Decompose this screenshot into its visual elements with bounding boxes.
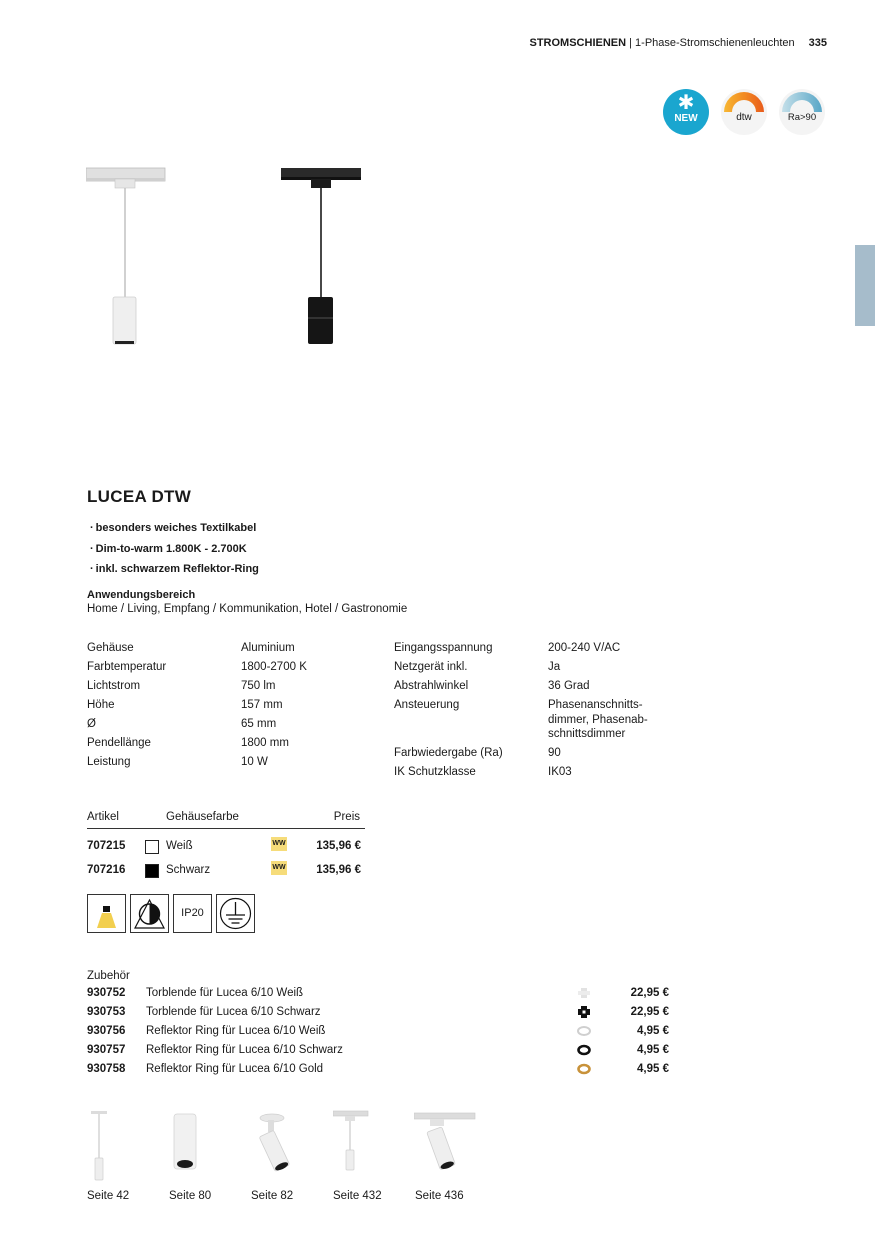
header-subsection: 1-Phase-Stromschienenleuchten xyxy=(635,37,795,49)
product-image-black xyxy=(281,167,361,347)
ring-black-icon xyxy=(577,1043,591,1057)
new-badge: ✱ NEW xyxy=(663,89,709,135)
ring-white-icon xyxy=(577,1024,591,1038)
specs-right-labels: Eingangsspannung Netzgerät inkl. Abstrahlwinkel Ansteuerung xyxy=(394,642,493,711)
running-header: STROMSCHIENEN | 1-Phase-Stromschienenleuchten 335 xyxy=(529,37,827,49)
product-image-white xyxy=(86,167,166,347)
related-track-spot-image xyxy=(414,1112,476,1174)
specs-left-values: Aluminium 1800-2700 K 750 lm 157 mm 65 mm 1800 mm 10 W xyxy=(241,642,307,768)
list-item: 930753 Torblende für Lucea 6/10 Schwarz 22,95 € xyxy=(87,1006,669,1018)
protection-class-icon xyxy=(216,894,255,933)
list-item: 930752 Torblende für Lucea 6/10 Weiß 22,95 € xyxy=(87,987,669,999)
dimmable-icon xyxy=(130,894,169,933)
table-row: 707215 Weiß WW 135,96 € xyxy=(87,840,365,860)
list-item: 930756 Reflektor Ring für Lucea 6/10 Weiß 4,95 € xyxy=(87,1025,669,1037)
related-spot-image xyxy=(254,1112,294,1174)
color-swatch xyxy=(145,864,159,878)
article-table-header: Artikel Gehäusefarbe Preis xyxy=(87,810,365,829)
cri-badge: Ra>90 xyxy=(779,89,825,135)
related-page-link[interactable]: Seite 42 xyxy=(87,1190,130,1202)
related-surface-image xyxy=(170,1112,200,1174)
accessories-heading: Zubehör xyxy=(87,970,130,982)
feature-item: · Dim-to-warm 1.800K - 2.700K xyxy=(87,539,259,560)
chapter-tab xyxy=(855,245,875,326)
specs-right-labels-lower: Farbwiedergabe (Ra) IK Schutzklasse xyxy=(394,747,503,778)
control-value: Phasenanschnitts- dimmer, Phasenab- schnittsdimmer xyxy=(548,699,648,740)
related-page-link[interactable]: Seite 432 xyxy=(333,1190,382,1202)
warm-white-icon: WW xyxy=(271,861,287,875)
application-text: Home / Living, Empfang / Kommunikation, Hotel / Gastronomie xyxy=(87,603,408,615)
related-page-link[interactable]: Seite 436 xyxy=(415,1190,464,1202)
feature-list xyxy=(87,518,259,580)
color-swatch xyxy=(145,840,159,854)
application-heading: Anwendungsbereich xyxy=(87,589,196,601)
related-page-link[interactable]: Seite 80 xyxy=(169,1190,212,1202)
related-page-link[interactable]: Seite 82 xyxy=(251,1190,294,1202)
cover-white-icon xyxy=(577,986,591,1000)
page-number: 335 xyxy=(808,37,827,49)
list-item: 930758 Reflektor Ring für Lucea 6/10 Gold 4,95 € xyxy=(87,1063,669,1075)
product-title: LUCEA DTW xyxy=(87,487,192,506)
dtw-badge: dtw xyxy=(721,89,767,135)
ip20-icon: IP20 xyxy=(173,894,212,933)
header-section: STROMSCHIENEN xyxy=(529,37,627,49)
cover-black-icon xyxy=(577,1005,591,1019)
table-row: 707216 Schwarz WW 135,96 € xyxy=(87,864,365,884)
specs-right-values-lower: 90 IK03 xyxy=(548,747,572,778)
ring-gold-icon xyxy=(577,1062,591,1076)
related-pendant-image xyxy=(88,1110,110,1182)
related-track-pendant-image xyxy=(333,1110,369,1172)
feature-item: · inkl. schwarzem Reflektor-Ring xyxy=(87,559,259,580)
warm-white-icon: WW xyxy=(271,837,287,851)
specs-right-values: 200-240 V/AC Ja 36 Grad xyxy=(548,642,621,692)
feature-item: · besonders weiches Textilkabel xyxy=(87,518,259,539)
star-icon: ✱ xyxy=(677,92,695,114)
light-output-icon xyxy=(87,894,126,933)
list-item: 930757 Reflektor Ring für Lucea 6/10 Schwarz 4,95 € xyxy=(87,1044,669,1056)
specs-left-labels: Gehäuse Farbtemperatur Lichtstrom Höhe Ø Pendellänge Leistung xyxy=(87,642,167,768)
